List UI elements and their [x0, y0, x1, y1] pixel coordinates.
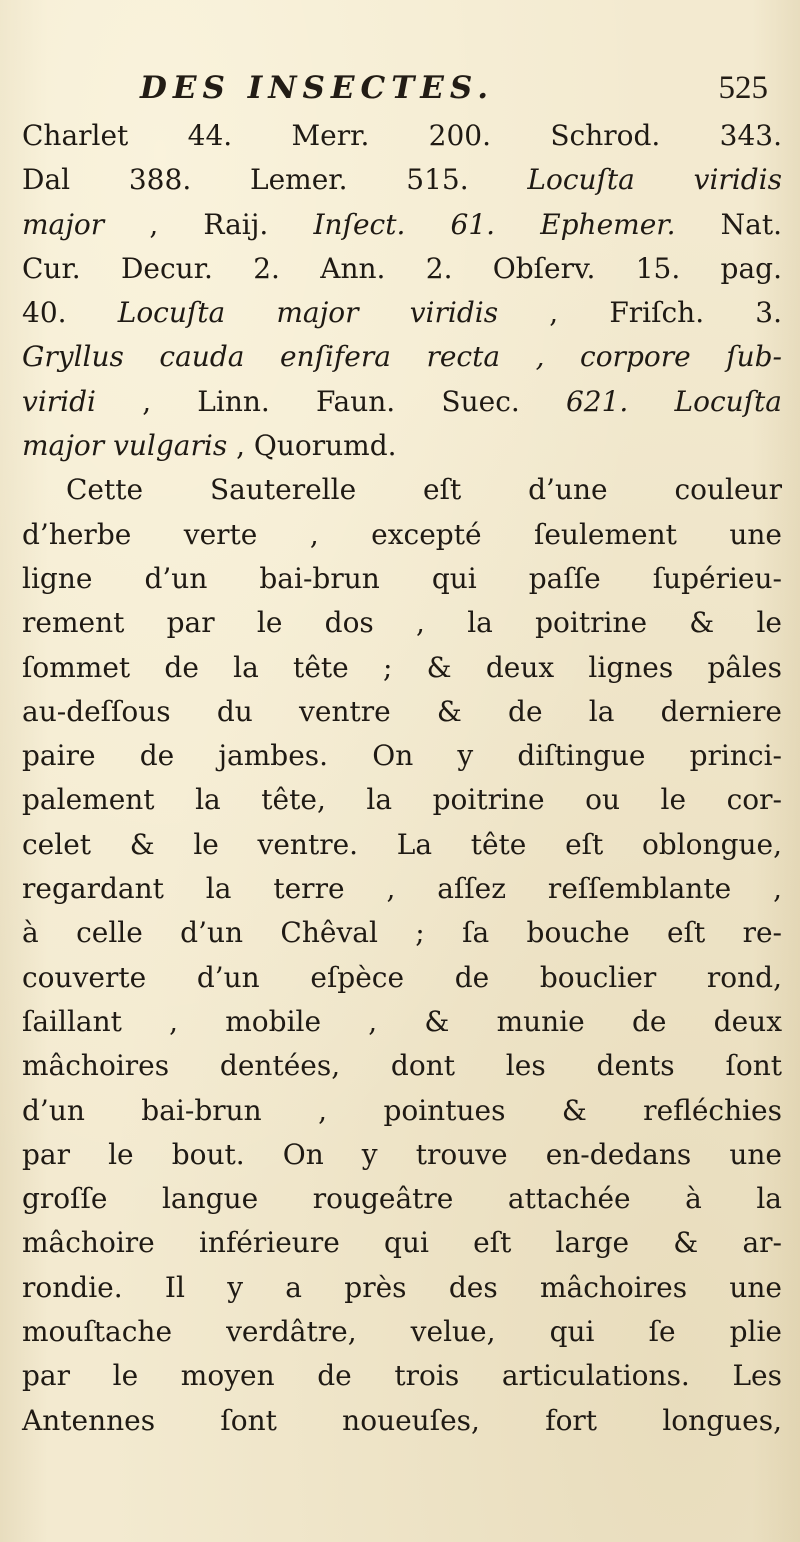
- italic-segment: viridi: [22, 384, 96, 418]
- text-line: [22, 114, 782, 158]
- text-segment: , Linn. Faun. Suec.: [96, 384, 566, 418]
- text-line: [22, 158, 782, 202]
- text-segment: rement par le dos , la poitrine & le: [22, 606, 782, 640]
- text-line: [22, 513, 782, 557]
- italic-segment: 621. Locuſta: [565, 384, 783, 418]
- text-segment: Cette Sauterelle eſt d’une couleur: [66, 473, 782, 507]
- text-line: [22, 956, 782, 1000]
- text-line: [22, 203, 782, 247]
- text-line: [22, 1089, 782, 1133]
- italic-segment: major: [22, 207, 105, 241]
- text-segment: 40.: [22, 296, 118, 330]
- text-line: [22, 424, 782, 468]
- text-segment: mouſtache verdâtre, velue, qui ſe plie: [22, 1315, 782, 1349]
- running-head: [22, 70, 782, 112]
- italic-segment: major vulgaris: [22, 429, 228, 463]
- text-segment: d’herbe verte , excepté ſeulement une: [22, 517, 782, 551]
- text-segment: , Raij.: [104, 207, 314, 241]
- text-line: [22, 1354, 782, 1398]
- text-line: [22, 247, 782, 291]
- text-line: [22, 1221, 782, 1265]
- text-line: [22, 1177, 782, 1221]
- text-line: [22, 867, 782, 911]
- text-segment: par le bout. On y trouve en-dedans une: [22, 1137, 782, 1171]
- text-line: [22, 690, 782, 734]
- text-segment: paire de jambes. On y diſtingue princi-: [22, 739, 782, 773]
- text-line: [22, 1133, 782, 1177]
- running-title: DES INSECTES.: [140, 70, 494, 106]
- text-segment: , Friſch. 3.: [498, 296, 782, 330]
- text-segment: Dal 388. Lemer. 515.: [22, 163, 528, 197]
- text-segment: mâchoire inférieure qui eſt large & ar-: [22, 1226, 782, 1260]
- text-line: [22, 335, 782, 379]
- italic-segment: Gryllus cauda enſifera recta , corpore ſub-: [22, 340, 782, 374]
- text-segment: à celle d’un Chêval ; ſa bouche eſt re-: [22, 916, 782, 950]
- text-segment: Antennes ſont noueuſes, fort longues,: [22, 1403, 782, 1437]
- text-line: [22, 911, 782, 955]
- text-line: [22, 468, 782, 512]
- text-segment: groſſe langue rougeâtre attachée à la: [22, 1182, 782, 1216]
- text-line: [22, 823, 782, 867]
- italic-segment: Inſect. 61. Ephemer.: [313, 207, 676, 241]
- text-line: [22, 380, 782, 424]
- text-segment: couverte d’un eſpèce de bouclier rond,: [22, 960, 782, 994]
- text-line: [22, 557, 782, 601]
- text-segment: ſaillant , mobile , & munie de deux: [22, 1004, 782, 1038]
- text-segment: regardant la terre , aſſez reſſemblante ,: [22, 872, 782, 906]
- text-line: [22, 778, 782, 822]
- text-segment: , Quorumd.: [227, 429, 397, 463]
- text-segment: Charlet 44. Merr. 200. Schrod. 343.: [22, 119, 782, 152]
- text-line: [22, 1310, 782, 1354]
- text-line: [22, 291, 782, 335]
- text-line: [22, 601, 782, 645]
- text-segment: celet & le ventre. La tête eſt oblongue,: [22, 827, 782, 861]
- book-page: [22, 70, 782, 1443]
- italic-segment: Locuſta major viridis: [117, 296, 499, 330]
- text-segment: ligne d’un bai-brun qui paſſe ſupérieu-: [22, 561, 782, 595]
- text-segment: ſommet de la tête ; & deux lignes pâles: [22, 650, 782, 684]
- text-segment: palement la tête, la poitrine ou le cor-: [22, 783, 782, 817]
- body-text: [22, 114, 782, 1443]
- text-line: [22, 734, 782, 778]
- text-line: [22, 646, 782, 690]
- text-segment: Cur. Decur. 2. Ann. 2. Obſerv. 15. pag.: [22, 251, 782, 285]
- page-number: 525: [718, 70, 768, 106]
- text-line: [22, 1266, 782, 1310]
- text-segment: Nat.: [675, 207, 782, 241]
- text-line: [22, 1044, 782, 1088]
- text-segment: par le moyen de trois articulations. Les: [22, 1359, 782, 1393]
- text-line: [22, 1399, 782, 1443]
- text-segment: au-deſſous du ventre & de la derniere: [22, 694, 782, 728]
- text-line: [22, 1000, 782, 1044]
- italic-segment: Locuſta viridis: [527, 163, 782, 197]
- text-segment: rondie. Il y a près des mâchoires une: [22, 1270, 782, 1304]
- text-segment: d’un bai-brun , pointues & refléchies: [22, 1093, 782, 1127]
- text-segment: mâchoires dentées, dont les dents ſont: [22, 1049, 782, 1083]
